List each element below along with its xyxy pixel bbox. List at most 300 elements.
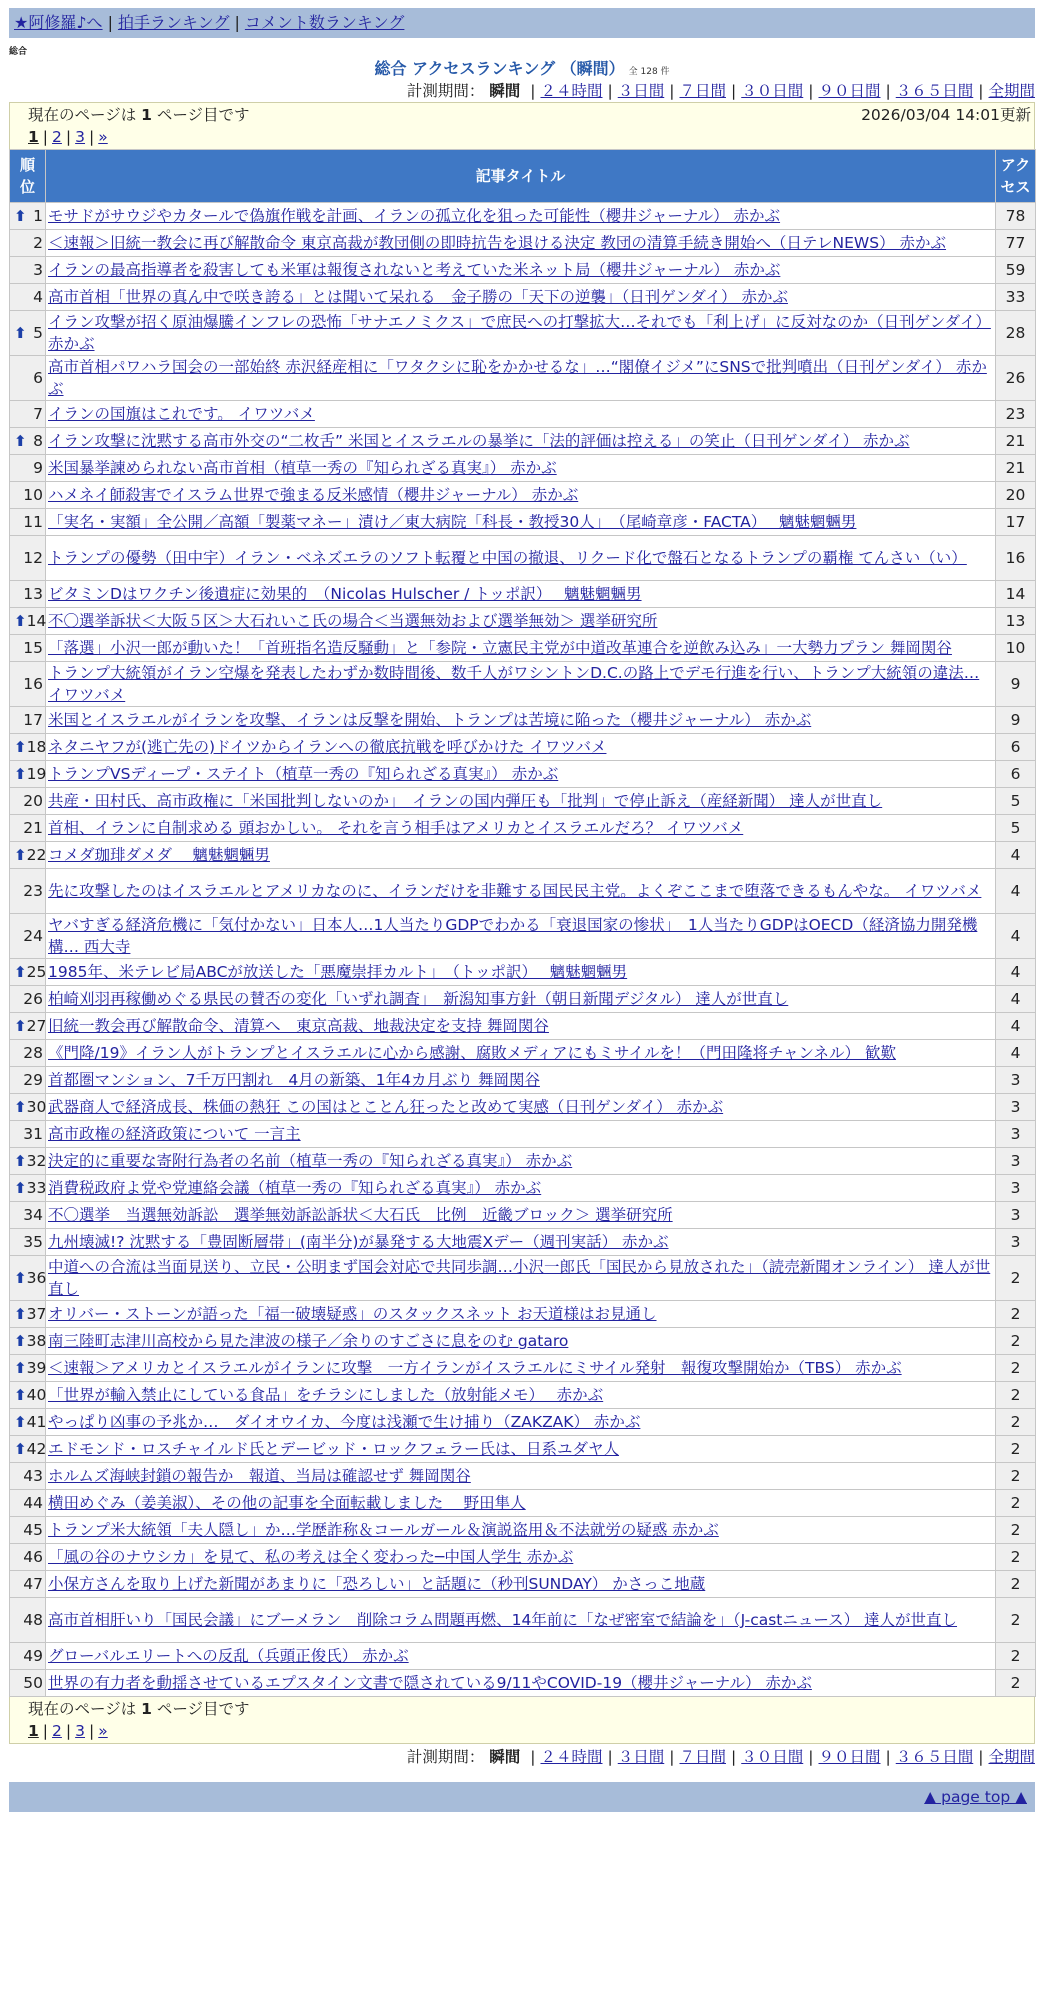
rank-cell bbox=[10, 914, 46, 959]
period-link[interactable]: ２４時間 bbox=[540, 1748, 603, 1766]
rank-up-arrow-icon: ⬆ bbox=[14, 738, 27, 756]
title-cell bbox=[46, 1067, 996, 1094]
article-link[interactable]: 高市首相「世界の真ん中で咲き誇る」とは聞いて呆れる 金子勝の「天下の逆襲」（日刊ゲンダイ） 赤かぶ bbox=[48, 288, 788, 306]
title-cell bbox=[46, 734, 996, 761]
article-link[interactable]: ネタニヤフが(逃亡先の)ドイツからイランへの徹底抗戦を呼びかけた イワツバメ bbox=[48, 738, 607, 756]
pager-current: 1 bbox=[28, 1722, 39, 1740]
period-links bbox=[525, 1748, 1035, 1766]
rank-cell bbox=[10, 356, 46, 401]
period-link[interactable]: ３０日間 bbox=[741, 82, 804, 100]
pager-link[interactable]: 2 bbox=[52, 128, 62, 146]
access-count: 13 bbox=[996, 608, 1036, 635]
period-link[interactable]: ７日間 bbox=[679, 1748, 726, 1766]
period-link[interactable]: ２４時間 bbox=[540, 82, 603, 100]
rank-number: 36 bbox=[26, 1269, 47, 1287]
updated-timestamp: 2026/03/04 14:01更新 bbox=[861, 106, 1031, 124]
title-cell bbox=[46, 1544, 996, 1571]
article-link[interactable]: トランプ米大統領「夫人隠し」か…学歴詐称＆コールガール＆演説盗用＆不法就労の疑惑 赤かぶ bbox=[48, 1521, 719, 1539]
access-count: 2 bbox=[996, 1463, 1036, 1490]
rank-cell bbox=[10, 1463, 46, 1490]
article-link[interactable]: 不〇選挙 当選無効訴訟 選挙無効訴訟訴状＜大石氏 比例 近畿ブロック＞ 選挙研究所 bbox=[48, 1206, 673, 1224]
rank-cell bbox=[10, 986, 46, 1013]
article-link[interactable]: 高市政権の経済政策について 一言主 bbox=[48, 1125, 301, 1143]
article-link[interactable]: 旧統一教会再び解散命令、清算へ 東京高裁、地裁決定を支持 舞岡関谷 bbox=[48, 1017, 549, 1035]
title-cell bbox=[46, 1148, 996, 1175]
rank-cell bbox=[10, 1382, 46, 1409]
article-link[interactable]: 「世界が輸入禁止にしている食品」をチラシにしました（放射能メモ） 赤かぶ bbox=[48, 1386, 604, 1404]
table-row bbox=[10, 1256, 1036, 1301]
article-link[interactable]: モサドがサウジやカタールで偽旗作戦を計画、イランの孤立化を狙った可能性（櫻井ジャーナル） 赤かぶ bbox=[48, 207, 781, 225]
access-count: 26 bbox=[996, 356, 1036, 401]
article-link[interactable]: 「実名・実額」全公開／高額「製薬マネー」漬け／東大病院「科長・教授30人」 （尾崎章彦・FACTA） 魑魅魍魎男 bbox=[48, 513, 857, 531]
article-link[interactable]: 世界の有力者を動揺させているエプスタイン文書で隠されている9/11やCOVID-19（櫻井ジャーナル） 赤かぶ bbox=[48, 1674, 812, 1692]
access-count: 77 bbox=[996, 230, 1036, 257]
article-link[interactable]: 1985年、米テレビ局ABCが放送した「悪魔崇拝カルト」 （トッポ訳） 魑魅魍魎男 bbox=[48, 963, 628, 981]
period-link[interactable]: ７日間 bbox=[679, 82, 726, 100]
rank-cell bbox=[10, 1355, 46, 1382]
article-link[interactable]: 「風の谷のナウシカ」を見て、私の考えは全く変わった─中国人学生 赤かぶ bbox=[48, 1548, 574, 1566]
period-selector-top bbox=[9, 80, 1035, 102]
article-link[interactable]: オリバー・ストーンが語った「福一破壊疑惑」のスタックスネット お天道様はお見通し bbox=[48, 1305, 657, 1323]
title-cell bbox=[46, 815, 996, 842]
rank-number: 24 bbox=[23, 927, 43, 945]
table-row bbox=[10, 842, 1036, 869]
access-count: 6 bbox=[996, 734, 1036, 761]
table-row bbox=[10, 1463, 1036, 1490]
rank-up-arrow-icon: ⬆ bbox=[14, 1017, 27, 1035]
period-current: 瞬間 bbox=[489, 82, 521, 100]
period-separator: | bbox=[808, 1748, 814, 1766]
rank-up-arrow-icon: ⬆ bbox=[14, 846, 27, 864]
table-row bbox=[10, 401, 1036, 428]
access-count: 3 bbox=[996, 1202, 1036, 1229]
period-link[interactable]: ３日間 bbox=[617, 82, 665, 100]
title-cell bbox=[46, 842, 996, 869]
article-link[interactable]: グローバルエリートへの反乱（兵頭正俊氏） 赤かぶ bbox=[48, 1647, 409, 1665]
period-label: 計測期間： bbox=[406, 1748, 485, 1766]
rank-number: 48 bbox=[23, 1611, 43, 1629]
rank-number: 37 bbox=[26, 1305, 47, 1323]
pager-bottom bbox=[28, 1720, 1034, 1742]
article-link[interactable]: トランプの優勢（田中宇）イラン・ベネズエラのソフト転覆と中国の撤退、リクード化で盤石となるトランプの覇権 てんさい（い） bbox=[48, 549, 967, 567]
period-separator: | bbox=[607, 82, 613, 100]
article-link[interactable]: イラン攻撃に沈黙する高市外交の“二枚舌” 米国とイスラエルの暴挙に「法的評価は控える」の笑止（日刊ゲンダイ） 赤かぶ bbox=[48, 432, 910, 450]
table-row bbox=[10, 1202, 1036, 1229]
table-row bbox=[10, 1544, 1036, 1571]
title-cell bbox=[46, 1598, 996, 1643]
page-info-text bbox=[28, 104, 250, 126]
rank-up-arrow-icon: ⬆ bbox=[14, 765, 27, 783]
article-link[interactable]: 《門降/19》イラン人がトランプとイスラエルに心から感謝、腐敗メディアにもミサイルを！（門田隆将チャンネル） 歓歎 bbox=[48, 1044, 896, 1062]
rank-cell bbox=[10, 428, 46, 455]
rank-number: 43 bbox=[23, 1467, 43, 1485]
rank-up-arrow-icon: ⬆ bbox=[14, 1413, 27, 1431]
table-row bbox=[10, 1436, 1036, 1463]
access-count: 2 bbox=[996, 1490, 1036, 1517]
rank-up-arrow-icon: ⬆ bbox=[14, 1179, 27, 1197]
article-link[interactable]: 武器商人で経済成長、株価の熱狂 この国はとことん狂ったと改めて実感（日刊ゲンダイ） 赤かぶ bbox=[48, 1098, 724, 1116]
rank-number: 23 bbox=[23, 882, 43, 900]
access-count: 59 bbox=[996, 257, 1036, 284]
article-link[interactable]: 首都圏マンション、7千万円割れ 4月の新築、1年4カ月ぶり 舞岡関谷 bbox=[48, 1071, 540, 1089]
table-row bbox=[10, 959, 1036, 986]
period-separator: | bbox=[978, 1748, 984, 1766]
article-link[interactable]: 米国暴挙諫められない高市首相（植草一秀の『知られざる真実』） 赤かぶ bbox=[48, 459, 557, 477]
access-count: 17 bbox=[996, 509, 1036, 536]
access-count: 4 bbox=[996, 1040, 1036, 1067]
nav-separator: | bbox=[234, 13, 240, 32]
access-count: 23 bbox=[996, 401, 1036, 428]
rank-number: 6 bbox=[33, 369, 43, 387]
rank-number: 32 bbox=[26, 1152, 47, 1170]
article-link[interactable]: 米国とイスラエルがイランを攻撃、イランは反撃を開始、トランプは苦境に陥った（櫻井ジャーナル） 赤かぶ bbox=[48, 711, 812, 729]
title-cell bbox=[46, 1382, 996, 1409]
rank-number: 1 bbox=[33, 207, 43, 225]
pager-separator: | bbox=[42, 128, 49, 146]
table-row bbox=[10, 428, 1036, 455]
access-count: 9 bbox=[996, 707, 1036, 734]
rank-number: 8 bbox=[33, 432, 43, 450]
table-row bbox=[10, 1598, 1036, 1643]
article-link[interactable]: ＜速報＞アメリカとイスラエルがイランに攻撃 一方イランがイスラエルにミサイル発射 報復攻撃開始か（TBS） 赤かぶ bbox=[48, 1359, 902, 1377]
rank-number: 21 bbox=[23, 819, 43, 837]
rank-up-arrow-icon: ⬆ bbox=[14, 1269, 27, 1287]
clap-ranking-link[interactable]: 拍手ランキング bbox=[117, 13, 230, 32]
article-link[interactable]: トランプVSディープ・ステイト（植草一秀の『知られざる真実』） 赤かぶ bbox=[48, 765, 559, 783]
rank-cell bbox=[10, 482, 46, 509]
period-link[interactable]: ３６５日間 bbox=[895, 1748, 974, 1766]
pager-separator: | bbox=[89, 1722, 95, 1740]
rank-cell bbox=[10, 230, 46, 257]
access-count: 33 bbox=[996, 284, 1036, 311]
access-count: 21 bbox=[996, 455, 1036, 482]
title-cell bbox=[46, 914, 996, 959]
table-row bbox=[10, 1490, 1036, 1517]
table-row bbox=[10, 1409, 1036, 1436]
title-cell bbox=[46, 662, 996, 707]
period-separator: | bbox=[530, 82, 536, 100]
title-cell bbox=[46, 986, 996, 1013]
pager-link[interactable]: 3 bbox=[75, 1722, 86, 1740]
title-cell bbox=[46, 311, 996, 356]
article-link[interactable]: やっぱり凶事の予兆か… ダイオウイカ、今度は浅瀬で生け捕り（ZAKZAK） 赤かぶ bbox=[48, 1413, 641, 1431]
pager-link[interactable]: 3 bbox=[75, 128, 86, 146]
article-link[interactable]: 南三陸町志津川高校から見た津波の様子／余りのすごさに息をのむ gataro bbox=[48, 1332, 569, 1350]
rank-number: 22 bbox=[26, 846, 47, 864]
rank-cell bbox=[10, 734, 46, 761]
table-row bbox=[10, 311, 1036, 356]
access-count: 28 bbox=[996, 311, 1036, 356]
title-cell bbox=[46, 356, 996, 401]
article-link[interactable]: ＜速報＞旧統一教会に再び解散命令 東京高裁が教団側の即時抗告を退ける決定 教団の清算手続き開始へ（日テレNEWS） 赤かぶ bbox=[48, 234, 947, 252]
rank-cell bbox=[10, 1670, 46, 1697]
access-count: 2 bbox=[996, 1571, 1036, 1598]
article-link[interactable]: イランの国旗はこれです。 イワツバメ bbox=[48, 405, 315, 423]
table-row bbox=[10, 1175, 1036, 1202]
period-separator: | bbox=[885, 1748, 891, 1766]
access-count: 3 bbox=[996, 1121, 1036, 1148]
period-separator: | bbox=[669, 1748, 675, 1766]
title-cell bbox=[46, 1670, 996, 1697]
title-cell bbox=[46, 1436, 996, 1463]
article-link[interactable]: 柏崎刈羽再稼働めぐる県民の賛否の変化「いずれ調査」 新潟知事方針（朝日新聞デジタル） 達人が世直し bbox=[48, 990, 789, 1008]
pager-link[interactable]: » bbox=[98, 1722, 108, 1740]
access-count: 16 bbox=[996, 536, 1036, 581]
title-cell bbox=[46, 581, 996, 608]
rank-number: 41 bbox=[26, 1413, 47, 1431]
access-count: 2 bbox=[996, 1409, 1036, 1436]
table-row bbox=[10, 581, 1036, 608]
table-row bbox=[10, 635, 1036, 662]
page-info-text bbox=[28, 1698, 250, 1720]
period-separator: | bbox=[530, 1748, 536, 1766]
rank-up-arrow-icon: ⬆ bbox=[14, 1332, 27, 1350]
table-row bbox=[10, 707, 1036, 734]
rank-up-arrow-icon: ⬆ bbox=[14, 1386, 27, 1404]
rank-number: 31 bbox=[23, 1125, 43, 1143]
table-row bbox=[10, 608, 1036, 635]
rank-number: 40 bbox=[26, 1386, 47, 1404]
period-separator: | bbox=[607, 1748, 613, 1766]
period-links bbox=[525, 82, 1035, 100]
pager-current: 1 bbox=[28, 128, 39, 146]
page-info-top bbox=[9, 102, 1035, 149]
rank-cell bbox=[10, 203, 46, 230]
table-row bbox=[10, 1328, 1036, 1355]
rank-up-arrow-icon: ⬆ bbox=[14, 963, 27, 981]
table-row bbox=[10, 1094, 1036, 1121]
rank-up-arrow-icon: ⬆ bbox=[14, 432, 27, 450]
pager-separator: | bbox=[65, 128, 72, 146]
top-nav bbox=[9, 8, 1035, 38]
access-column-header: アクセス bbox=[996, 150, 1036, 203]
rank-cell bbox=[10, 1544, 46, 1571]
rank-number: 25 bbox=[26, 963, 47, 981]
access-count: 3 bbox=[996, 1175, 1036, 1202]
rank-number: 33 bbox=[26, 1179, 47, 1197]
access-count: 4 bbox=[996, 914, 1036, 959]
rank-number: 44 bbox=[23, 1494, 43, 1512]
home-link[interactable]: ★阿修羅♪へ bbox=[14, 13, 103, 32]
rank-cell bbox=[10, 788, 46, 815]
access-count: 4 bbox=[996, 986, 1036, 1013]
rank-number: 20 bbox=[23, 792, 43, 810]
period-link[interactable]: ９０日間 bbox=[818, 1748, 881, 1766]
rank-number: 7 bbox=[33, 405, 43, 423]
article-link[interactable]: 共産・田村氏、高市政権に「米国批判しないのか」 イランの国内弾圧も「批判」で停止訴え（産経新聞） 達人が世直し bbox=[48, 792, 883, 810]
access-count: 4 bbox=[996, 842, 1036, 869]
title-cell bbox=[46, 284, 996, 311]
table-row bbox=[10, 1643, 1036, 1670]
table-row bbox=[10, 455, 1036, 482]
rank-number: 34 bbox=[23, 1206, 43, 1224]
table-row bbox=[10, 815, 1036, 842]
title-cell bbox=[46, 1571, 996, 1598]
table-row bbox=[10, 509, 1036, 536]
comment-ranking-link[interactable]: コメント数ランキング bbox=[244, 13, 405, 32]
rank-number: 4 bbox=[33, 288, 43, 306]
title-cell bbox=[46, 761, 996, 788]
access-count: 3 bbox=[996, 1148, 1036, 1175]
table-row bbox=[10, 1301, 1036, 1328]
article-link[interactable]: イランの最高指導者を殺害しても米軍は報復されないと考えていた米ネット局（櫻井ジャーナル） 赤かぶ bbox=[48, 261, 781, 279]
rank-number: 5 bbox=[33, 324, 43, 342]
title-cell bbox=[46, 257, 996, 284]
rank-up-arrow-icon: ⬆ bbox=[14, 1305, 27, 1323]
rank-cell bbox=[10, 707, 46, 734]
table-row bbox=[10, 1067, 1036, 1094]
period-separator: | bbox=[885, 82, 891, 100]
rank-number: 15 bbox=[23, 639, 43, 657]
ranking-title-text: 総合 アクセスランキング （瞬間） bbox=[374, 59, 625, 78]
page-info-number: 1 bbox=[141, 106, 152, 124]
title-cell bbox=[46, 230, 996, 257]
rank-cell bbox=[10, 815, 46, 842]
article-link[interactable]: 小保方さんを取り上げた新聞があまりに「恐ろしい」と話題に（秒刊SUNDAY） かさっこ地蔵 bbox=[48, 1575, 706, 1593]
article-link[interactable]: 先に攻撃したのはイスラエルとアメリカなのに、イランだけを非難する国民民主党。よくぞここまで堕落できるもんやな。 イワツバメ bbox=[48, 882, 982, 900]
period-separator: | bbox=[731, 1748, 737, 1766]
rank-cell bbox=[10, 509, 46, 536]
period-link[interactable]: 全期間 bbox=[988, 82, 1035, 100]
table-row bbox=[10, 1355, 1036, 1382]
title-cell bbox=[46, 1040, 996, 1067]
rank-number: 2 bbox=[33, 234, 43, 252]
article-link[interactable]: 首相、イランに自制求める 頭おかしい。 それを言う相手はアメリカとイスラエルだろ？ イワツバメ bbox=[48, 819, 744, 837]
rank-number: 49 bbox=[23, 1647, 43, 1665]
title-cell bbox=[46, 1229, 996, 1256]
article-link[interactable]: 決定的に重要な寄附行為者の名前（植草一秀の『知られざる真実』） 赤かぶ bbox=[48, 1152, 573, 1170]
rank-cell bbox=[10, 1202, 46, 1229]
period-link[interactable]: ３６５日間 bbox=[895, 82, 974, 100]
title-cell bbox=[46, 1490, 996, 1517]
article-link[interactable]: 中道への合流は当面見送り、立民・公明まず国会対応で共同歩調…小沢一郎氏「国民から見放された」（読売新聞オンライン） 達人が世直し bbox=[48, 1258, 991, 1298]
article-link[interactable]: 不〇選挙訴状＜大阪５区＞大石れいこ氏の場合＜当選無効および選挙無効＞ 選挙研究所 bbox=[48, 612, 658, 630]
article-link[interactable]: ヤバすぎる経済危機に「気付かない」日本人…1人当たりGDPでわかる「衰退国家の惨状」 1人当たりGDPはOECD（経済協力開発機構… 西大寺 bbox=[48, 916, 978, 956]
rank-cell bbox=[10, 1328, 46, 1355]
title-cell bbox=[46, 1301, 996, 1328]
pager-link[interactable]: 2 bbox=[52, 1722, 62, 1740]
rank-cell bbox=[10, 1517, 46, 1544]
title-cell bbox=[46, 536, 996, 581]
access-count: 2 bbox=[996, 1382, 1036, 1409]
article-link[interactable]: 九州壊滅!? 沈黙する「豊固断層帯」(南半分)が暴発する大地震Xデー（週刊実話） 赤かぶ bbox=[48, 1233, 669, 1251]
access-count: 2 bbox=[996, 1544, 1036, 1571]
period-separator: | bbox=[731, 82, 737, 100]
rank-number: 3 bbox=[33, 261, 43, 279]
table-row bbox=[10, 203, 1036, 230]
title-cell bbox=[46, 959, 996, 986]
article-link[interactable]: ビタミンDはワクチン後遺症に効果的 （Nicolas Hulscher / トッポ訳） 魑魅魍魎男 bbox=[48, 585, 642, 603]
page-info-suffix: ページ目です bbox=[151, 1700, 250, 1718]
access-count: 5 bbox=[996, 815, 1036, 842]
ranking-body bbox=[10, 203, 1036, 1697]
title-cell bbox=[46, 203, 996, 230]
rank-cell bbox=[10, 761, 46, 788]
table-row bbox=[10, 1121, 1036, 1148]
article-link[interactable]: コメダ珈琲ダメダ 魑魅魍魎男 bbox=[48, 846, 270, 864]
table-row bbox=[10, 284, 1036, 311]
rank-cell bbox=[10, 401, 46, 428]
footer-bar bbox=[9, 1782, 1035, 1812]
rank-cell bbox=[10, 1148, 46, 1175]
article-link[interactable]: イラン攻撃が招く原油爆騰インフレの恐怖「サナエノミクス」で庶民への打撃拡大…それでも「利上げ」に反対なのか（日刊ゲンダイ） 赤かぶ bbox=[48, 313, 991, 353]
access-count: 2 bbox=[996, 1328, 1036, 1355]
period-link[interactable]: ９０日間 bbox=[818, 82, 881, 100]
category-label: 総合 bbox=[9, 47, 28, 57]
article-link[interactable]: 高市首相肝いり「国民会議」にブーメラン 削除コラム問題再燃、14年前に「なぜ密室で結論を」（J-castニュース） 達人が世直し bbox=[48, 1611, 958, 1629]
rank-up-arrow-icon: ⬆ bbox=[14, 1152, 27, 1170]
table-row bbox=[10, 257, 1036, 284]
article-link[interactable]: 「落選」小沢一郎が動いた！「首班指名造反騒動」と「参院・立憲民主党が中道改革連合を逆飲み込み」一大勢力プラン 舞岡関谷 bbox=[48, 639, 952, 657]
rank-cell bbox=[10, 1571, 46, 1598]
article-link[interactable]: トランプ大統領がイラン空爆を発表したわずか数時間後、数千人がワシントンD.C.の路上でデモ行進を行い、トランプ大統領の違法… イワツバメ bbox=[48, 664, 980, 704]
article-link[interactable]: 消費税政府よ党や党連絡会議（植草一秀の『知られざる真実』） 赤かぶ bbox=[48, 1179, 542, 1197]
rank-cell bbox=[10, 1175, 46, 1202]
article-link[interactable]: ハメネイ師殺害でイスラム世界で強まる反米感情（櫻井ジャーナル） 赤かぶ bbox=[48, 486, 579, 504]
page-top-link[interactable]: ▲ page top ▲ bbox=[924, 1788, 1027, 1806]
access-count: 3 bbox=[996, 1067, 1036, 1094]
table-row bbox=[10, 662, 1036, 707]
title-cell bbox=[46, 1094, 996, 1121]
rank-number: 28 bbox=[23, 1044, 43, 1062]
rank-cell bbox=[10, 581, 46, 608]
period-separator: | bbox=[808, 82, 814, 100]
article-link[interactable]: 高市首相パワハラ国会の一部始終 赤沢経産相に「ワタクシに恥をかかせるな」…“閣僚イジメ”にSNSで批判噴出（日刊ゲンダイ） 赤かぶ bbox=[48, 358, 987, 398]
access-count: 9 bbox=[996, 662, 1036, 707]
access-count: 4 bbox=[996, 869, 1036, 914]
pager-link[interactable]: » bbox=[98, 128, 108, 146]
access-count: 2 bbox=[996, 1670, 1036, 1697]
rank-number: 17 bbox=[23, 711, 43, 729]
table-row bbox=[10, 230, 1036, 257]
article-link[interactable]: ホルムズ海峡封鎖の報告か 報道、当局は確認せず 舞岡関谷 bbox=[48, 1467, 471, 1485]
access-count: 2 bbox=[996, 1643, 1036, 1670]
rank-cell bbox=[10, 1490, 46, 1517]
rank-up-arrow-icon: ⬆ bbox=[14, 1440, 27, 1458]
rank-number: 42 bbox=[26, 1440, 47, 1458]
rank-cell bbox=[10, 1409, 46, 1436]
rank-number: 45 bbox=[23, 1521, 43, 1539]
access-count: 10 bbox=[996, 635, 1036, 662]
rank-number: 39 bbox=[26, 1359, 47, 1377]
table-row bbox=[10, 536, 1036, 581]
period-link[interactable]: 全期間 bbox=[988, 1748, 1035, 1766]
ranking-title bbox=[9, 58, 1035, 80]
article-link[interactable]: エドモンド・ロスチャイルド氏とデービッド・ロックフェラー氏は、日系ユダヤ人 bbox=[48, 1440, 620, 1458]
title-column-header: 記事タイトル bbox=[46, 150, 996, 203]
table-row bbox=[10, 356, 1036, 401]
period-link[interactable]: ３０日間 bbox=[741, 1748, 804, 1766]
ranking-table bbox=[9, 149, 1036, 1697]
period-selector-bottom bbox=[9, 1746, 1035, 1768]
rank-cell bbox=[10, 959, 46, 986]
access-count: 2 bbox=[996, 1256, 1036, 1301]
nav-separator: | bbox=[107, 13, 113, 32]
title-cell bbox=[46, 1013, 996, 1040]
article-link[interactable]: 横田めぐみ（姜美淑）、その他の記事を全面転載しました 野田隼人 bbox=[48, 1494, 526, 1512]
access-count: 78 bbox=[996, 203, 1036, 230]
rank-number: 29 bbox=[23, 1071, 43, 1089]
access-count: 14 bbox=[996, 581, 1036, 608]
title-cell bbox=[46, 401, 996, 428]
rank-cell bbox=[10, 842, 46, 869]
period-link[interactable]: ３日間 bbox=[617, 1748, 665, 1766]
rank-number: 26 bbox=[23, 990, 43, 1008]
title-cell bbox=[46, 455, 996, 482]
pager-separator: | bbox=[42, 1722, 49, 1740]
table-row bbox=[10, 482, 1036, 509]
title-cell bbox=[46, 1355, 996, 1382]
